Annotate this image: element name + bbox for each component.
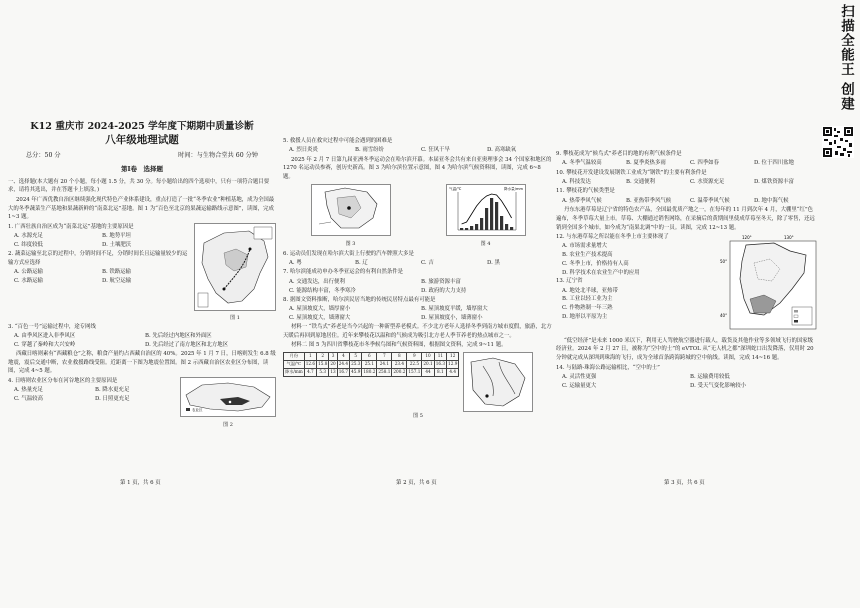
option[interactable]: B. 先后经过内地区和外面区 (145, 332, 212, 339)
table-cell: 9 (407, 353, 422, 361)
table-cell: 7 (377, 353, 392, 361)
precip-bar (510, 227, 513, 230)
precip-bar (465, 228, 468, 230)
option[interactable]: D. 屋顶坡度小，墙薄窗小 (421, 315, 483, 321)
precip-bar (475, 224, 478, 230)
table-cell: 8.1 (434, 369, 446, 377)
q6-options (289, 259, 553, 268)
table-cell: 11 (434, 353, 446, 361)
option[interactable]: B. 辽 (355, 260, 368, 267)
table-cell: 2 (317, 353, 329, 361)
page-1-column (8, 118, 276, 429)
q8-options (289, 305, 553, 323)
table-cell: 180.2 (362, 369, 377, 377)
lat-label: 130° (784, 234, 794, 240)
table-cell: 气温/℃ (284, 361, 305, 369)
figure-3-caption: 图 3 (345, 240, 356, 247)
northeast-map-figure (720, 233, 818, 337)
question-4: 4. 日喀则农业区分布在河谷地区的主要原因是 (8, 377, 118, 384)
precip-bar (500, 216, 503, 230)
question-7: 7. 哈尔滨能成功申办冬季亚运会的有利自然条件是 (283, 269, 404, 276)
option[interactable]: A. 屋顶坡度大，墙厚窗小 (289, 306, 351, 313)
table-cell: 12 (447, 353, 459, 361)
precip-bar (470, 226, 473, 230)
fig2-legend: 农业区 (192, 407, 203, 412)
option[interactable]: B. 农业生产技术提高 (562, 252, 613, 258)
option[interactable]: D. 地形以平原为主 (562, 313, 608, 320)
option[interactable]: A. 市场需求量增大 (562, 243, 608, 250)
option[interactable]: D. 科学技术在农业生产中的应用 (562, 269, 640, 276)
option[interactable]: D. 先后经过了南方地区和北方地区 (145, 341, 229, 348)
table-cell: 24.1 (377, 361, 392, 369)
page-3-column (556, 150, 818, 391)
q12-q13-block (556, 233, 818, 337)
figure-4-caption: 图 4 (480, 240, 491, 247)
precip-bar (490, 198, 493, 230)
figure-1-caption: 图 1 (230, 315, 240, 322)
precip-bar (480, 218, 483, 230)
option[interactable]: C. 水资源充足 (690, 179, 725, 186)
material-5: 材料二 图 5 为四川省攀枝花市冬季候鸟图和气候资料图，根据图文资料，完成 9~11 题。 (291, 342, 507, 349)
question-13: 13. 辽宁省 (556, 278, 583, 285)
table-cell: 44 (422, 369, 434, 377)
option[interactable]: B. 工业以轻工业为主 (562, 296, 613, 303)
q14-options (562, 373, 818, 391)
question-1: 1. 广西壮族自治区成为“南菜北运”基地的主要原因是 (8, 223, 134, 230)
option[interactable]: B. 降水更充足 (95, 387, 130, 394)
option[interactable]: C. 能源结构丰富，冬季寒冷 (289, 287, 356, 294)
option[interactable]: B. 铁路运输 (102, 269, 131, 276)
question-2: 2. 蔬菜运输至北京的过程中，分销时间不足，分销时间长且运输量较少的运输方式应选择 (8, 251, 188, 266)
question-3: 3. “百色一号”运输过程中，途专网线 (8, 323, 96, 330)
option[interactable]: C. 运输量更大 (562, 382, 597, 389)
table-row (284, 361, 459, 369)
option[interactable]: A. 公路运输 (14, 269, 43, 276)
table-cell: 12.6 (304, 361, 316, 369)
question-5: 5. 救援人员在救灾过程中可能会遇到的困难是 (283, 138, 393, 144)
q5-options (289, 146, 553, 155)
q11-options (562, 197, 818, 206)
precip-bar (505, 224, 508, 230)
panzhihua-map (463, 352, 533, 412)
q10-options (562, 178, 818, 187)
option[interactable]: D. 受天气变化影响较小 (690, 382, 747, 389)
instructions: 一、选择题(本大题有 20 个小题，每小题 1.5 分，共 30 分。每小题给出的四个选项中，只有一项符合题目要求，请将其选出，并在答题卡上填涂。) (8, 178, 270, 194)
page-2-column (283, 137, 553, 420)
question-8: 8. 据图文资料推断，哈尔滨民居当地的传统民居特点最有可能是 (283, 296, 436, 303)
table-cell: 8 (392, 353, 407, 361)
precip-bar (460, 228, 463, 230)
question-12: 12. 与东港草莓之所以能在冬季上市主要体现了 (556, 233, 669, 240)
q13-options (562, 287, 716, 322)
question-11: 11. 攀枝花的气候类型是 (556, 188, 615, 195)
qr-code-icon (822, 126, 854, 158)
table-row (284, 353, 459, 361)
table-cell: 12.9 (447, 361, 459, 369)
table-cell: 200.2 (392, 369, 407, 377)
option[interactable]: A. 水源充足 (14, 233, 43, 240)
panzhihua-climate-table (283, 352, 459, 377)
option[interactable]: A. 粤 (289, 260, 302, 267)
option[interactable]: C. 狂风干旱 (421, 147, 450, 154)
q1-options (14, 232, 190, 250)
figure-5-caption: 图 5 (413, 413, 423, 420)
option[interactable]: A. 热带季风气候 (562, 197, 602, 204)
option[interactable]: B. 屋顶坡度平缓，墙厚窗大 (421, 306, 488, 313)
option[interactable]: A. 灵活性更强 (562, 373, 597, 380)
option[interactable]: C. 纬度较低 (14, 241, 43, 248)
table-cell: 25.3 (350, 361, 362, 369)
material-3: 2025 年 2 月 7 日第九届亚洲冬季运动会在哈尔滨开幕。本届亚冬会共有来自亚奥理事会 34 个国家和地区的 1270 名运动员参赛，创历史新高。图 3 为哈尔滨位置示意图，图 4 为哈尔滨气候资料图，读图，完成 6~8 题。 (283, 156, 552, 181)
q4-options (14, 386, 176, 404)
lon-label: 40° (720, 312, 728, 318)
page-1-footer: 第 1 页，共 6 页 (120, 480, 161, 486)
fig4-unit-left: 气温/℃ (448, 186, 461, 191)
material-4: 材料一 “铁鸟式”养老是当今兴起的一种新型养老模式。不少北方老年人选择冬季到南方城市度假，旅游，北方天暖后再回到原地居住。近年来攀枝花以温和的气候成为吸引北方老人季节养老的热点城市之一。 (283, 324, 552, 340)
q1-q3-block (8, 223, 276, 323)
option[interactable]: D. 煤铁资源丰富 (754, 179, 794, 186)
time-text: 时间：与生物合堂共 60 分钟 (178, 152, 258, 160)
option[interactable]: D. 位于四川盆地 (754, 160, 794, 167)
option[interactable]: A. 地处北半球，亚热带 (562, 287, 618, 294)
exam-meta (8, 151, 276, 161)
table-cell: 5 (350, 353, 362, 361)
table-cell: 3 (329, 353, 337, 361)
harbin-location-map (311, 184, 391, 236)
table-cell: 25.1 (362, 361, 377, 369)
table-cell: 24.4 (337, 361, 349, 369)
option[interactable]: B. 亚热带季风气候 (626, 197, 672, 204)
fig4-unit-right: 降水量/mm (503, 186, 523, 191)
question-6: 6. 运动员们发现在哈尔滨大街上行驶的汽车牌照大多是 (283, 250, 414, 257)
option[interactable]: B. 夏季炎热多雨 (626, 160, 666, 167)
table-cell: 45.9 (350, 369, 362, 377)
question-10: 10. 攀枝花开发建设发展钢铁工业成为“钢铁”的主要有利条件是 (556, 169, 707, 176)
option[interactable]: C. 吉 (421, 260, 434, 267)
section-title: 第Ⅰ卷 选择题 (120, 165, 164, 174)
figure-2 (180, 377, 276, 429)
option[interactable]: A. 冬季气温较高 (562, 160, 602, 167)
lat-label: 120° (742, 234, 752, 240)
exam-subtitle: 八年级地理试题 (105, 134, 179, 147)
option[interactable]: D. 地中海气候 (754, 197, 789, 204)
option[interactable]: A. 热量充足 (14, 387, 43, 394)
q4-block (8, 377, 276, 429)
score-text: 总分：50 分 (26, 152, 61, 160)
table-cell: 20.1 (422, 361, 434, 369)
q9-options (562, 159, 818, 168)
scanner-watermark: 扫描全能王 创建 (838, 4, 854, 112)
liaoning-map (720, 233, 818, 333)
tibet-agri-map (180, 377, 276, 417)
lon-label: 50° (720, 258, 728, 264)
material-1: 2024 年广西优教自治区继续强化现代特色产业体系建设，重点打造了一批“冬季农业”种植基地，成为全国最大的冬季蔬菜生产基地和果蔬新鲜的“南菜北运”基地。图 1 为“百色至北京的果蔬运输路线示意图”，读图，完成 1~3 题。 (8, 196, 275, 221)
table-cell: 16.7 (337, 369, 349, 377)
table-cell: 13 (329, 369, 337, 377)
option[interactable]: A. 烈日炎炎 (289, 147, 318, 154)
table-cell: 6 (362, 353, 377, 361)
option[interactable]: A. 交通发达，出行便利 (289, 278, 345, 285)
table-cell: 4.7 (304, 369, 316, 377)
table-cell: 157.1 (407, 369, 422, 377)
china-route-map (194, 223, 276, 311)
option[interactable]: D. 航空运输 (102, 277, 132, 284)
option[interactable]: D. 政府的大力支持 (421, 287, 467, 294)
table-cell: 16.3 (434, 361, 446, 369)
figure-2-caption: 图 2 (223, 421, 233, 428)
option[interactable]: C. 作物熟制一年三熟 (562, 305, 613, 312)
page-3-footer: 第 3 页，共 6 页 (664, 480, 705, 486)
option[interactable]: D. 高寒缺氧 (487, 147, 517, 154)
q7-options (289, 278, 553, 296)
option[interactable]: D. 黑 (487, 260, 500, 267)
harbin-climate-chart (446, 184, 526, 236)
option[interactable]: B. 运输费用较低 (690, 373, 730, 380)
table-cell: 22.5 (407, 361, 422, 369)
option[interactable]: C. 冬季上市，价格持有人高 (562, 260, 629, 267)
page-2-footer: 第 2 页，共 6 页 (396, 480, 437, 486)
question-9: 9. 攀枝花成为“候鸟式”养老目的地的有利气候条件是 (556, 151, 682, 157)
table-cell: 5.3 (317, 369, 329, 377)
option[interactable]: B. 地势平坦 (102, 233, 131, 240)
figure-4 (446, 184, 526, 248)
option[interactable]: D. 日照更充足 (95, 395, 130, 402)
option[interactable]: C. 气温较高 (14, 395, 43, 402)
table-cell: 20 (329, 361, 337, 369)
material-2: 西藏日喀则素有“西藏粮仓”之称，粮食产量约占西藏自治区的 40%。2025 年 1 月 7 日，日喀则发生 6.8 级地震，震后交通中断，农业救援路线受阻。近距离一下图为地震位置图。图 2 示西藏自治区农业区分布图，读图，完成 4~5 题。 (8, 350, 276, 375)
table-cell: 降水/mm (284, 369, 305, 377)
option[interactable]: C. 温带季风气候 (690, 197, 730, 204)
q3-options (14, 332, 276, 350)
table-cell: 23.4 (392, 361, 407, 369)
option[interactable]: D. 土壤肥沃 (102, 241, 132, 248)
table-cell: 4 (337, 353, 349, 361)
option[interactable]: B. 交通便利 (626, 179, 655, 186)
option[interactable]: A. 由季风区进入非季风区 (14, 332, 76, 339)
precip-bar (495, 202, 498, 230)
table-cell: 月份 (284, 353, 305, 361)
question-14: 14. 与陆路-珠海公路运输相比，“空中的士” (556, 364, 660, 371)
table-cell: 1 (304, 353, 316, 361)
material-7: “低空经济”是未来 1000 米以下，利用无人驾驶航空器进行载人，载货及其他作业等多领域飞行的国家级经济业。2024 年 2 月 27 日，被称为“空中的士”的 eVTOL 从“无人机之都”深圳蛇口出发降落，仅用时 20 分钟就完成从深圳到珠海的飞行，成为全球首条跨海跨城的空中航线。读图，完成 14~16 题。 (556, 337, 814, 362)
option[interactable]: C. 水路运输 (14, 277, 43, 284)
figure-3 (311, 184, 391, 248)
table-cell: 258.1 (377, 369, 392, 377)
option[interactable]: A. 科技发达 (562, 179, 591, 186)
q12-options (562, 242, 716, 277)
figure-5 (283, 352, 553, 412)
table-cell: 15.8 (317, 361, 329, 369)
figure-1 (194, 223, 276, 323)
option[interactable]: C. 四季如春 (690, 160, 719, 167)
table-cell: 4.4 (447, 369, 459, 377)
figures-3-4 (283, 184, 553, 248)
q2-options (14, 268, 190, 286)
table-cell: 10 (422, 353, 434, 361)
option[interactable]: C. 穿越了秦岭和大兴安岭 (14, 341, 76, 348)
exam-title: K12 重庆市 2024-2025 学年度下期期中质量诊断 (30, 121, 254, 132)
option[interactable]: B. 雨雪纷纷 (355, 147, 384, 154)
option[interactable]: C. 屋顶坡度大，墙薄窗大 (289, 315, 351, 321)
table-row (284, 369, 459, 377)
option[interactable]: B. 旅游资源丰富 (421, 278, 461, 285)
precip-bar (485, 208, 488, 230)
material-6: 丹东东港草莓是辽宁省的特色农产品，全国最优质产地之一，在每年的 11 月到次年 4 月，大棚里“红”色遍布，冬季草莓大量上市。草莓、大棚通过销售网络，在采摘后的黄期间里使成草莓至冬天，除了零售，还远销到全国多个城市，如今成为“南果北调”中的一员。读图，完成 12~13 题。 (556, 207, 815, 231)
